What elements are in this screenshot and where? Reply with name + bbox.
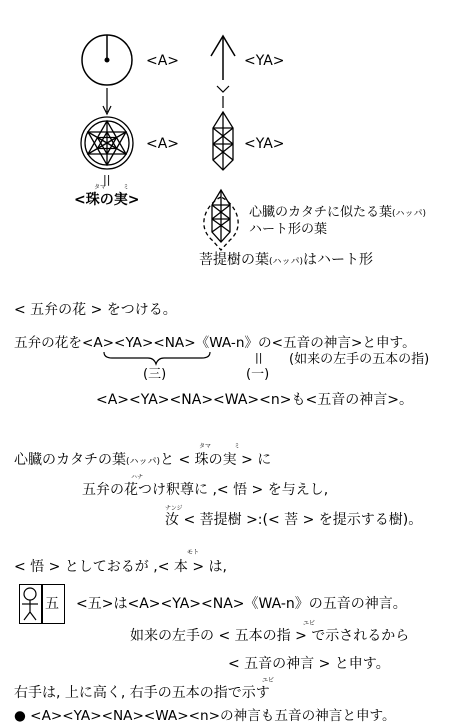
line-enlightenment: 五弁の花つけ釈尊に ,< 悟 > を与えし, (82, 482, 329, 498)
equals-mark: || (103, 173, 111, 186)
ruby-tama: タマ (94, 184, 107, 191)
circle-a-icon (82, 35, 132, 85)
ruby-nanji: ナンジ (165, 505, 183, 512)
label-ya-top: <YA> (244, 53, 285, 69)
bracket-ichi: (一) (246, 367, 270, 382)
label-a-mid: <A> (146, 136, 180, 152)
line-five-petal: < 五弁の花 > をつける。 (14, 302, 177, 318)
hexagram-circle-icon (81, 117, 133, 169)
chevron-down-icon (217, 86, 229, 108)
line-bodhi-tree: 汝 < 菩提樹 >:(< 菩 > を提示する樹)。 (165, 512, 423, 528)
ya-arrow-icon (211, 36, 235, 80)
line-heart-leaf: 心臓のカタチの葉(ハッパ)と < 珠の実 > に (14, 452, 272, 468)
line-final: ● <A><YA><NA><WA><n>の神言も五音の神言と申す。 (14, 708, 396, 724)
ruby-hana: ハナ (131, 474, 144, 481)
leaf-caption-1: 心臓のカタチに似たる葉(ハッパ) (249, 205, 427, 220)
line-origin: < 悟 > としておるが ,< 本 > は, (14, 559, 227, 575)
ruby-yubi2: ユビ (262, 677, 275, 684)
ruby-yubi: ユビ (303, 620, 316, 627)
bracket-san: (三) (143, 367, 167, 382)
ruby-moto: モト (187, 549, 200, 556)
five-char: 五 (45, 596, 59, 612)
leaf-caption-2: ハート形の葉 (249, 222, 328, 237)
arrow-down-left-icon (103, 88, 111, 114)
lattice-tree-icon (213, 112, 233, 170)
ruby-mi: ミ (123, 184, 130, 191)
line-called: < 五音の神言 > と申す。 (228, 656, 390, 672)
ruby-mi2: ミ (234, 443, 241, 450)
line-right-hand: 右手は, 上に高く, 右手の五本の指で示す (14, 685, 270, 701)
line-five-sacred: <五>は<A><YA><NA>《WA-n》の五音の神言。 (76, 596, 407, 612)
line-five-petal-sacred: 五弁の花を<A><YA><NA>《WA-n》の<五音の神言>と申す。 (14, 335, 416, 351)
bodhi-caption: 菩提樹の葉(ハッパ)はハート形 (199, 252, 374, 268)
line-left-hand: 如来の左手の < 五本の指 > で示されるから (130, 628, 410, 644)
line-five-sounds: <A><YA><NA><WA><n>も<五音の神言>。 (96, 392, 413, 408)
jewel-fruit-label: <珠の実> (74, 192, 140, 208)
figure-box (19, 584, 43, 624)
label-ya-mid: <YA> (244, 136, 285, 152)
ruby-tama2: タマ (199, 443, 212, 450)
note-fingers: (如来の左手の五本の指) (289, 352, 430, 367)
bracket-ichi-eq: || (255, 351, 263, 364)
heart-leaf-icon (204, 190, 238, 250)
brace-san-icon (104, 352, 210, 364)
label-a-top: <A> (146, 53, 180, 69)
